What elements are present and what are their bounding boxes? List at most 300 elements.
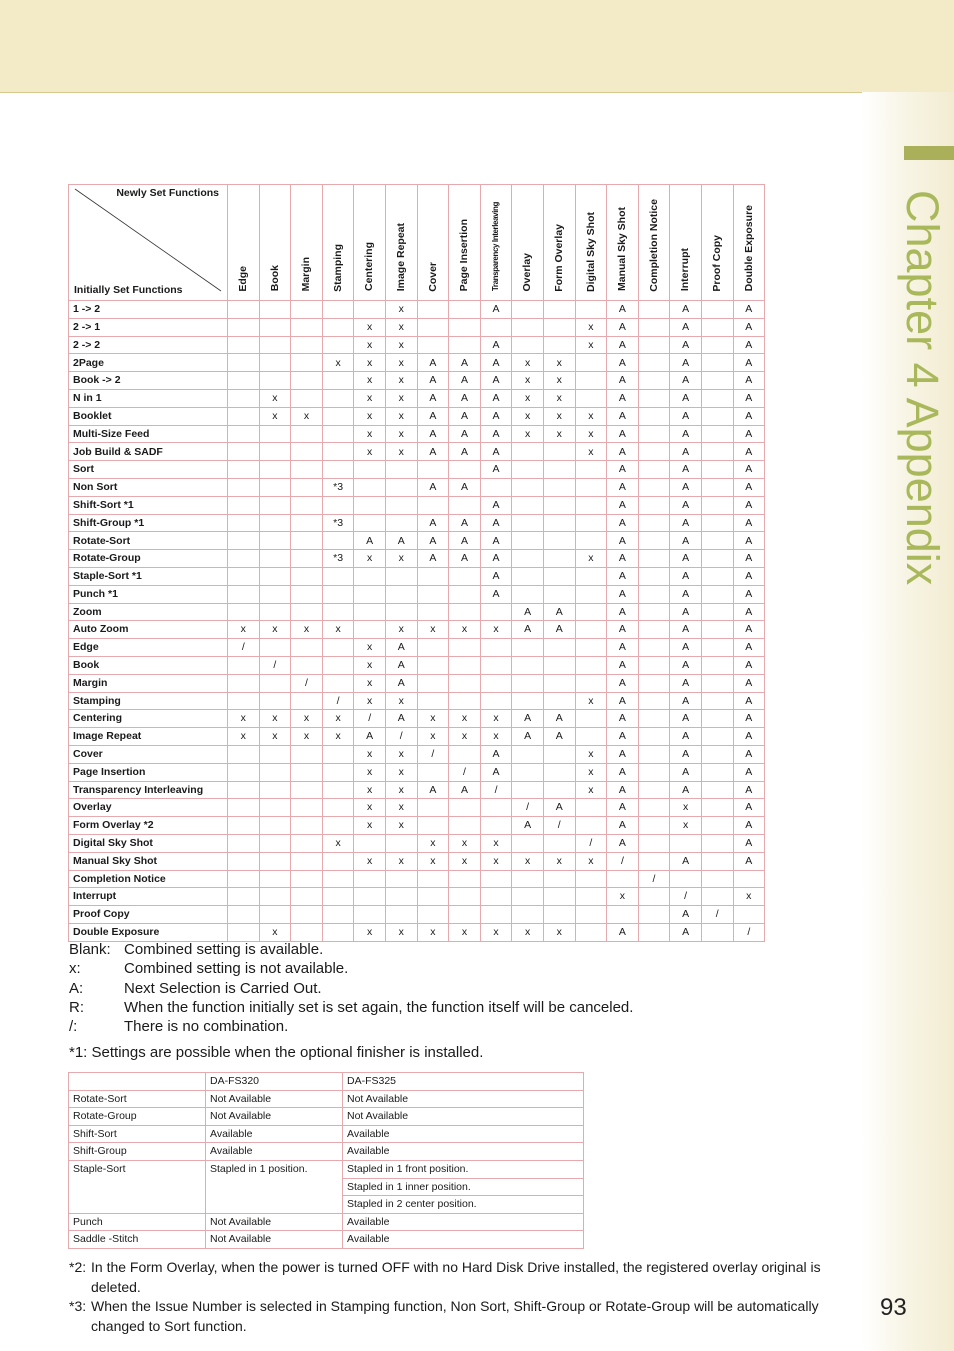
table-cell: [449, 585, 481, 603]
table-cell: A: [385, 532, 417, 550]
table-row: [69, 639, 765, 657]
footnote-text: In the Form Overlay, when the power is turned OFF with no Hard Disk Drive installed, the registered overlay original is deleted.: [91, 1259, 821, 1295]
finisher-note: *1: Settings are possible when the optional finisher is installed.: [69, 1044, 484, 1061]
table-cell: [512, 888, 544, 906]
row-function-name: Book -> 2: [69, 372, 228, 390]
table-row: [69, 1108, 584, 1126]
legend-text: Next Selection is Carried Out.: [124, 979, 322, 997]
table-cell: x: [512, 425, 544, 443]
table-cell: [291, 372, 323, 390]
table-cell: [449, 656, 481, 674]
table-cell: [480, 906, 512, 924]
row-function-name: Manual Sky Shot: [69, 852, 228, 870]
table-cell: [322, 567, 354, 585]
table-cell: A: [607, 781, 639, 799]
table-cell: A: [670, 478, 702, 496]
table-cell: [575, 817, 607, 835]
table-cell: [638, 461, 670, 479]
row-function-name: Shift-Sort *1: [69, 496, 228, 514]
table-row: [69, 781, 765, 799]
table-cell: x: [543, 923, 575, 941]
table-cell: A: [670, 745, 702, 763]
table-cell: [417, 870, 449, 888]
table-cell: A: [670, 603, 702, 621]
table-cell: [322, 923, 354, 941]
table-cell: A: [733, 425, 765, 443]
table-cell: A: [607, 621, 639, 639]
table-cell: x: [354, 692, 386, 710]
table-cell: A: [607, 728, 639, 746]
table-cell: A: [733, 817, 765, 835]
table-cell: [291, 443, 323, 461]
table-cell: x: [259, 923, 291, 941]
legend-key: Blank:: [69, 941, 111, 958]
table-cell: x: [575, 692, 607, 710]
column-header: [417, 185, 449, 301]
row-function-name: 2 -> 1: [69, 318, 228, 336]
table-cell: [322, 301, 354, 319]
legend-item: [69, 959, 633, 978]
table-cell: [449, 461, 481, 479]
table-cell: [291, 870, 323, 888]
table-cell: [701, 763, 733, 781]
table-cell: [638, 532, 670, 550]
table-cell: [259, 745, 291, 763]
row-function-name: 2Page: [69, 354, 228, 372]
table-row: [69, 1090, 584, 1108]
table-cell: A: [449, 389, 481, 407]
table-cell: [385, 906, 417, 924]
table-cell: [512, 674, 544, 692]
table-cell: [638, 710, 670, 728]
table-cell: x: [575, 425, 607, 443]
finisher-function-name: Shift-Sort: [69, 1125, 206, 1143]
row-function-name: Interrupt: [69, 888, 228, 906]
table-cell: [449, 639, 481, 657]
column-header: [512, 185, 544, 301]
table-cell: [543, 906, 575, 924]
table-cell: [259, 461, 291, 479]
table-row: [69, 443, 765, 461]
table-cell: x: [259, 621, 291, 639]
table-cell: A: [670, 621, 702, 639]
finisher-function-name: Shift-Group: [69, 1143, 206, 1161]
table-cell: [322, 425, 354, 443]
table-cell: x: [291, 710, 323, 728]
finisher-function-name: Punch: [69, 1213, 206, 1231]
table-cell: [543, 318, 575, 336]
table-cell: [701, 585, 733, 603]
table-cell: A: [449, 532, 481, 550]
legend-key: x:: [69, 960, 81, 978]
table-cell: [259, 817, 291, 835]
table-cell: A: [607, 710, 639, 728]
column-header: [322, 185, 354, 301]
table-cell: [575, 799, 607, 817]
table-cell: [575, 532, 607, 550]
table-cell: [259, 514, 291, 532]
table-cell: [228, 656, 260, 674]
table-cell: [322, 906, 354, 924]
table-cell: A: [733, 799, 765, 817]
table-cell: [512, 745, 544, 763]
table-cell: x: [543, 407, 575, 425]
table-cell: [385, 834, 417, 852]
fs325-value: Not Available: [343, 1108, 584, 1126]
table-cell: A: [733, 407, 765, 425]
table-cell: A: [670, 425, 702, 443]
table-cell: A: [417, 514, 449, 532]
fs320-value: Available: [206, 1125, 343, 1143]
table-cell: x: [512, 372, 544, 390]
table-cell: [322, 674, 354, 692]
table-cell: [701, 799, 733, 817]
table-cell: A: [733, 301, 765, 319]
table-cell: [259, 639, 291, 657]
table-cell: x: [354, 443, 386, 461]
table-cell: /: [607, 852, 639, 870]
table-cell: [638, 478, 670, 496]
table-cell: x: [575, 781, 607, 799]
finisher-availability-table: [68, 1072, 584, 1249]
table-cell: [638, 372, 670, 390]
table-cell: [385, 461, 417, 479]
table-cell: [354, 870, 386, 888]
table-cell: [701, 318, 733, 336]
column-header-label: Transparency Interleaving: [491, 202, 501, 292]
table-row: [69, 1160, 584, 1178]
table-cell: [701, 514, 733, 532]
table-cell: [322, 888, 354, 906]
table-cell: x: [512, 923, 544, 941]
table-cell: [291, 567, 323, 585]
corner-diagonal-line: [69, 185, 227, 295]
legend-item: [69, 1017, 633, 1036]
table-cell: [417, 336, 449, 354]
table-cell: A: [733, 763, 765, 781]
table-cell: /: [638, 870, 670, 888]
table-cell: A: [670, 923, 702, 941]
table-cell: [543, 443, 575, 461]
row-function-name: Sort: [69, 461, 228, 479]
table-cell: A: [670, 318, 702, 336]
table-cell: A: [733, 781, 765, 799]
table-cell: A: [480, 532, 512, 550]
table-cell: x: [291, 407, 323, 425]
table-cell: [354, 478, 386, 496]
table-cell: [291, 852, 323, 870]
table-cell: A: [417, 389, 449, 407]
table-cell: [701, 656, 733, 674]
legend-key: R:: [69, 998, 84, 1016]
table-cell: A: [543, 728, 575, 746]
legend-text: When the function initially set is set again, the function itself will be canceled.: [124, 998, 634, 1016]
table-cell: x: [385, 799, 417, 817]
table-cell: [228, 478, 260, 496]
table-cell: x: [354, 318, 386, 336]
fs325-value: Stapled in 1 inner position.: [343, 1178, 584, 1196]
table-cell: A: [733, 389, 765, 407]
table-cell: *3: [322, 550, 354, 568]
table-cell: [701, 692, 733, 710]
table-row: [69, 1125, 584, 1143]
table-cell: [417, 301, 449, 319]
table-cell: [638, 799, 670, 817]
table-cell: [638, 550, 670, 568]
finisher-function-name: Rotate-Sort: [69, 1090, 206, 1108]
table-cell: [543, 888, 575, 906]
table-cell: A: [449, 354, 481, 372]
table-row: [69, 799, 765, 817]
table-cell: [480, 799, 512, 817]
table-cell: [291, 639, 323, 657]
table-cell: A: [733, 585, 765, 603]
table-cell: [322, 745, 354, 763]
table-row: [69, 1213, 584, 1231]
table-cell: [701, 817, 733, 835]
table-cell: A: [733, 728, 765, 746]
table-cell: x: [480, 923, 512, 941]
table-cell: x: [385, 781, 417, 799]
table-cell: A: [449, 781, 481, 799]
table-cell: x: [322, 728, 354, 746]
table-cell: [417, 496, 449, 514]
table-cell: x: [322, 834, 354, 852]
table-cell: A: [607, 923, 639, 941]
table-cell: [638, 674, 670, 692]
table-cell: [259, 692, 291, 710]
fs325-value: Available: [343, 1125, 584, 1143]
table-row: [69, 567, 765, 585]
table-cell: A: [670, 496, 702, 514]
table-cell: [259, 550, 291, 568]
table-cell: A: [733, 852, 765, 870]
table-cell: A: [385, 639, 417, 657]
table-cell: A: [607, 407, 639, 425]
table-cell: [449, 906, 481, 924]
table-cell: [291, 585, 323, 603]
table-cell: A: [480, 763, 512, 781]
table-cell: [417, 906, 449, 924]
table-cell: x: [733, 888, 765, 906]
table-cell: /: [480, 781, 512, 799]
table-cell: A: [607, 745, 639, 763]
table-cell: [228, 425, 260, 443]
table-cell: [701, 745, 733, 763]
table-cell: [638, 834, 670, 852]
row-function-name: Rotate-Group: [69, 550, 228, 568]
fs325-value: Available: [343, 1143, 584, 1161]
table-cell: [417, 567, 449, 585]
table-cell: [543, 532, 575, 550]
table-cell: [701, 639, 733, 657]
table-cell: [638, 656, 670, 674]
table-cell: A: [417, 407, 449, 425]
table-cell: [354, 514, 386, 532]
table-cell: A: [733, 496, 765, 514]
table-cell: A: [733, 372, 765, 390]
table-cell: [701, 852, 733, 870]
table-cell: x: [575, 852, 607, 870]
chapter-label: Chapter 4 Appendix: [897, 190, 948, 586]
table-cell: [322, 817, 354, 835]
table-cell: A: [480, 443, 512, 461]
matrix-corner-cell: [69, 185, 228, 301]
table-cell: A: [607, 799, 639, 817]
table-cell: [228, 354, 260, 372]
table-cell: A: [733, 603, 765, 621]
table-cell: [701, 710, 733, 728]
table-cell: x: [354, 745, 386, 763]
initially-set-functions-label: Initially Set Functions: [74, 283, 183, 296]
table-cell: [512, 443, 544, 461]
table-cell: [228, 603, 260, 621]
fs325-value: Not Available: [343, 1090, 584, 1108]
table-cell: [291, 799, 323, 817]
footnote-key: *2:: [69, 1259, 87, 1275]
table-cell: x: [480, 710, 512, 728]
table-cell: x: [385, 389, 417, 407]
table-cell: [701, 674, 733, 692]
table-cell: A: [733, 336, 765, 354]
table-cell: A: [449, 550, 481, 568]
table-cell: x: [417, 728, 449, 746]
table-cell: [322, 852, 354, 870]
fs320-value: Not Available: [206, 1108, 343, 1126]
table-cell: [385, 603, 417, 621]
table-cell: [575, 888, 607, 906]
table-cell: [575, 354, 607, 372]
table-cell: [228, 496, 260, 514]
fs325-value: Stapled in 2 center position.: [343, 1196, 584, 1214]
table-cell: [322, 585, 354, 603]
table-cell: [322, 389, 354, 407]
table-cell: x: [670, 799, 702, 817]
table-cell: [417, 888, 449, 906]
table-row: [69, 532, 765, 550]
table-cell: [228, 389, 260, 407]
table-cell: [449, 674, 481, 692]
newly-set-functions-label: Newly Set Functions: [116, 187, 219, 199]
table-cell: x: [480, 728, 512, 746]
table-cell: A: [607, 301, 639, 319]
table-cell: x: [449, 834, 481, 852]
table-cell: /: [259, 656, 291, 674]
table-row: [69, 425, 765, 443]
table-cell: [543, 834, 575, 852]
table-row: [69, 461, 765, 479]
table-cell: [638, 443, 670, 461]
table-cell: [291, 603, 323, 621]
table-cell: [701, 550, 733, 568]
table-cell: [480, 478, 512, 496]
table-cell: [259, 496, 291, 514]
function-combination-table: [68, 184, 765, 942]
table-cell: [228, 781, 260, 799]
column-header: [733, 185, 765, 301]
table-cell: x: [417, 834, 449, 852]
table-cell: [575, 870, 607, 888]
row-function-name: Page Insertion: [69, 763, 228, 781]
table-cell: [575, 461, 607, 479]
table-cell: [228, 532, 260, 550]
table-cell: x: [354, 656, 386, 674]
table-cell: [701, 834, 733, 852]
footnote: [69, 1258, 869, 1297]
table-cell: x: [228, 728, 260, 746]
legend-key: A:: [69, 979, 84, 997]
table-cell: /: [417, 745, 449, 763]
table-cell: [543, 656, 575, 674]
table-cell: [638, 514, 670, 532]
row-function-name: Non Sort: [69, 478, 228, 496]
table-cell: [512, 656, 544, 674]
table-cell: A: [607, 354, 639, 372]
table-cell: x: [575, 407, 607, 425]
table-cell: x: [354, 852, 386, 870]
table-cell: x: [354, 763, 386, 781]
table-cell: x: [385, 923, 417, 941]
table-cell: [228, 763, 260, 781]
finisher-header-cell: [69, 1073, 206, 1091]
finisher-function-name: Saddle -Stitch: [69, 1231, 206, 1249]
table-cell: A: [670, 461, 702, 479]
table-cell: [575, 710, 607, 728]
column-header-label: Centering: [363, 242, 376, 292]
legend-item: [69, 979, 633, 998]
column-header-label: Proof Copy: [710, 234, 723, 292]
table-cell: [701, 870, 733, 888]
table-cell: [449, 567, 481, 585]
table-cell: A: [733, 567, 765, 585]
table-cell: [322, 532, 354, 550]
table-cell: x: [354, 389, 386, 407]
table-cell: [575, 567, 607, 585]
table-cell: [449, 870, 481, 888]
table-cell: A: [733, 354, 765, 372]
table-cell: [512, 692, 544, 710]
row-function-name: Overlay: [69, 799, 228, 817]
table-cell: x: [259, 407, 291, 425]
column-header: [670, 185, 702, 301]
table-cell: [291, 496, 323, 514]
table-cell: [259, 870, 291, 888]
table-cell: x: [512, 354, 544, 372]
table-cell: A: [543, 603, 575, 621]
table-cell: [291, 692, 323, 710]
table-cell: [638, 745, 670, 763]
table-cell: /: [575, 834, 607, 852]
table-cell: x: [385, 301, 417, 319]
table-cell: [701, 781, 733, 799]
table-cell: [449, 799, 481, 817]
table-cell: *3: [322, 478, 354, 496]
legend-item: [69, 940, 633, 959]
table-cell: [512, 870, 544, 888]
table-cell: /: [228, 639, 260, 657]
table-cell: [512, 461, 544, 479]
table-cell: [575, 301, 607, 319]
table-cell: [512, 567, 544, 585]
table-cell: [480, 817, 512, 835]
table-cell: /: [354, 710, 386, 728]
table-cell: x: [354, 923, 386, 941]
table-cell: [259, 372, 291, 390]
table-cell: [291, 336, 323, 354]
table-cell: A: [670, 514, 702, 532]
table-cell: x: [354, 799, 386, 817]
table-cell: [638, 354, 670, 372]
